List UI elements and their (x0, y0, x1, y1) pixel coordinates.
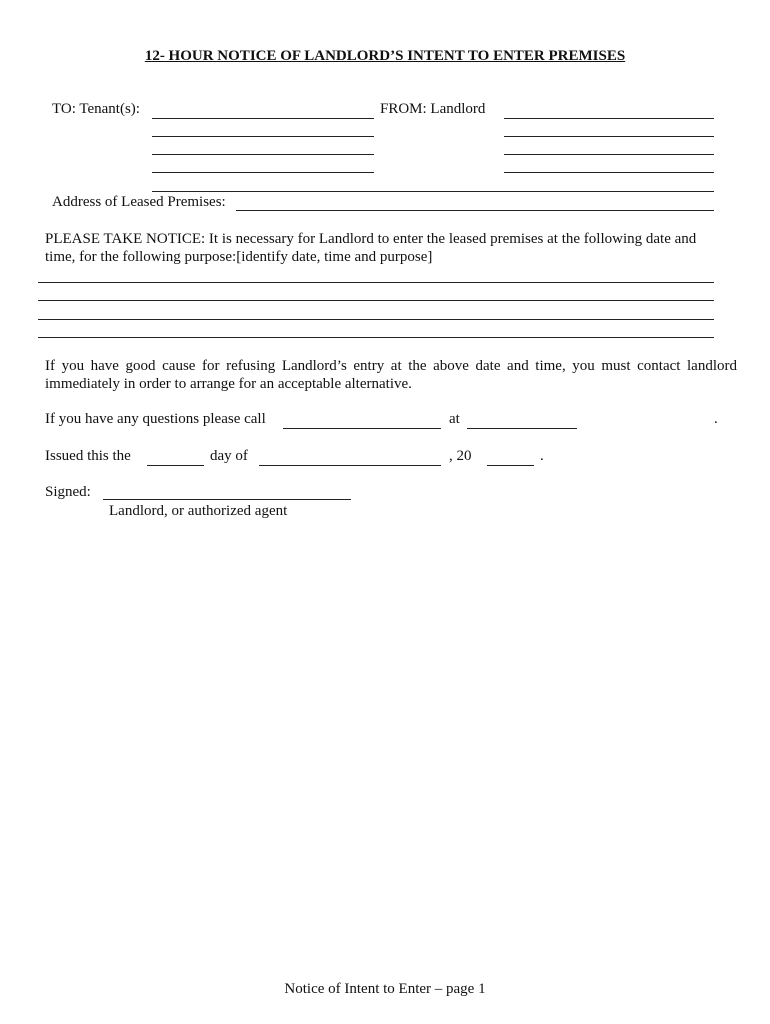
questions-label: If you have any questions please call (45, 411, 266, 427)
tenant-name-line-4[interactable] (152, 172, 374, 173)
signature-line[interactable] (103, 499, 351, 500)
page-footer: Notice of Intent to Enter – page 1 (284, 981, 486, 997)
issued-year-prefix: , 20 (449, 448, 472, 464)
tenant-name-line-2[interactable] (152, 136, 374, 137)
notice-paragraph: PLEASE TAKE NOTICE: It is necessary for Landlord to enter the leased premises at the following date and time, for the following purpose:[identify date, time and purpose] (45, 231, 697, 265)
good-cause-paragraph: If you have good cause for refusing Landlord’s entry at the above date and time, you must contact landlord immediately in order to arrange for an acceptable alternative. (45, 358, 737, 392)
purpose-line-1[interactable] (38, 282, 714, 283)
purpose-line-3[interactable] (38, 319, 714, 320)
issued-day-line[interactable] (147, 465, 204, 466)
purpose-line-2[interactable] (38, 300, 714, 301)
contact-phone-line[interactable] (467, 428, 577, 429)
to-tenants-label: TO: Tenant(s): (52, 101, 140, 117)
purpose-line-4[interactable] (38, 337, 714, 338)
landlord-name-line-2[interactable] (504, 136, 714, 137)
issued-day-of-label: day of (210, 448, 248, 464)
questions-period: . (714, 411, 718, 427)
signer-caption: Landlord, or authorized agent (109, 503, 288, 519)
tenant-name-line-1[interactable] (152, 118, 374, 119)
document-title: 12- HOUR NOTICE OF LANDLORD’S INTENT TO ENTER PREMISES (144, 48, 626, 64)
issued-period: . (540, 448, 544, 464)
landlord-name-line-4[interactable] (504, 172, 714, 173)
address-input-line[interactable] (236, 210, 714, 211)
landlord-name-line-3[interactable] (504, 154, 714, 155)
issued-month-line[interactable] (259, 465, 441, 466)
address-label: Address of Leased Premises: (52, 194, 226, 210)
issued-year-line[interactable] (487, 465, 534, 466)
from-landlord-label: FROM: Landlord (380, 101, 486, 117)
questions-at-label: at (449, 411, 460, 427)
landlord-name-line-1[interactable] (504, 118, 714, 119)
separator-line (152, 191, 714, 192)
contact-name-line[interactable] (283, 428, 441, 429)
issued-label: Issued this the (45, 448, 131, 464)
signed-label: Signed: (45, 484, 91, 500)
tenant-name-line-3[interactable] (152, 154, 374, 155)
